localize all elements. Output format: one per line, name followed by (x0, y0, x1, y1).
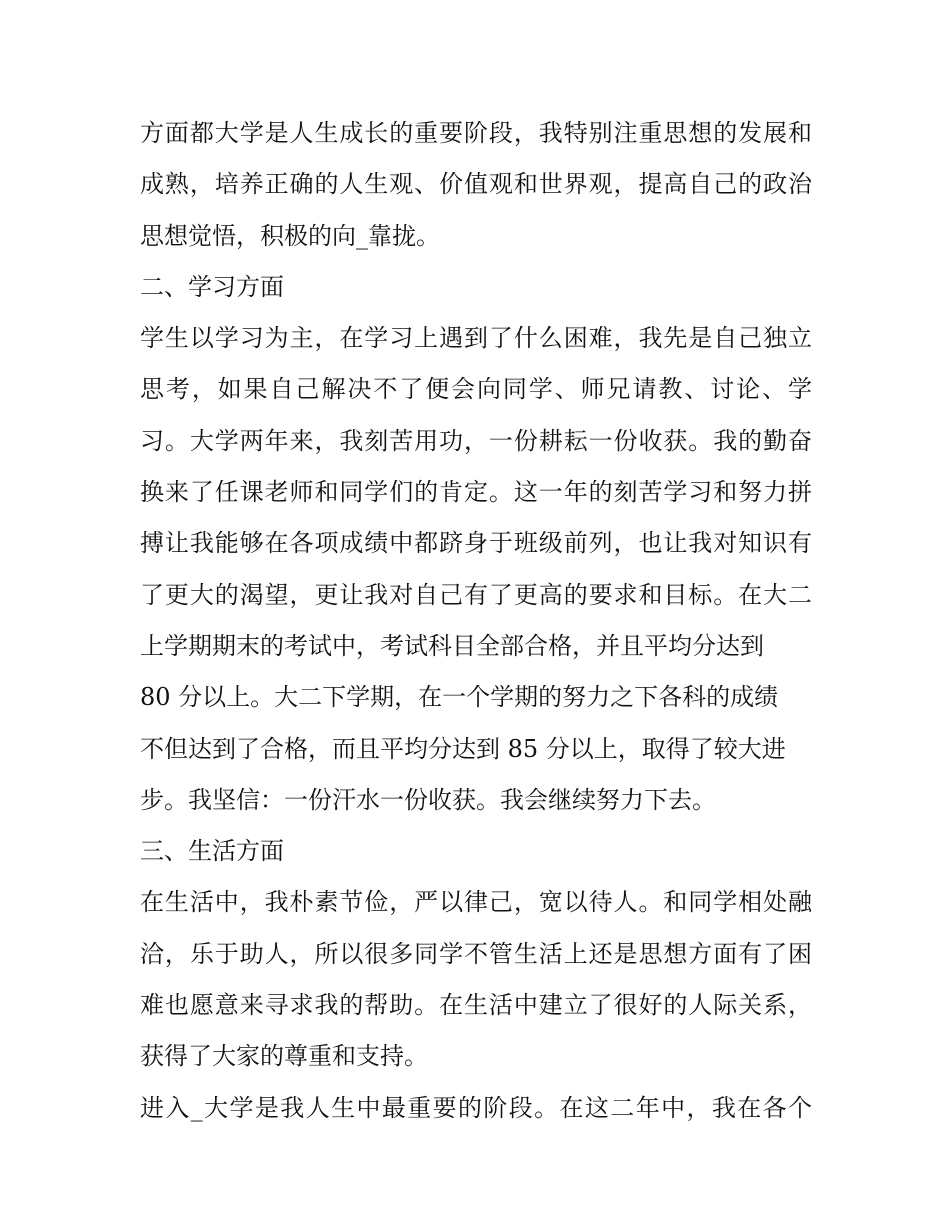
text-line: 思考，如果自己解决不了便会向同学、师兄请教、讨论、学 (140, 375, 812, 404)
section-heading-life: 三、生活方面 (140, 837, 284, 866)
text-line: 思想觉悟，积极的向_靠拢。 (140, 221, 440, 250)
text-line: 换来了任课老师和同学们的肯定。这一年的刻苦学习和努力拼 (140, 478, 812, 507)
text-line: 获得了大家的尊重和支持。 (140, 1042, 428, 1071)
text-line: 洽，乐于助人，所以很多同学不管生活上还是思想方面有了困 (140, 939, 812, 968)
text-line: 习。大学两年来，我刻苦用功，一份耕耘一份收获。我的勤奋 (140, 426, 812, 455)
text-line: 成熟，培养正确的人生观、价值观和世界观，提高自己的政治 (140, 170, 812, 199)
text-line: 不但达到了合格，而且平均分达到 85 分以上，取得了较大进 (140, 734, 786, 763)
text-line: 步。我坚信：一份汗水一份收获。我会继续努力下去。 (140, 785, 716, 814)
text-line: 上学期期末的考试中，考试科目全部合格，并且平均分达到 (140, 631, 764, 660)
text-line: 学生以学习为主，在学习上遇到了什么困难，我先是自己独立 (140, 324, 812, 353)
text-line: 进入_大学是我人生中最重要的阶段。在这二年中，我在各个 (140, 1093, 812, 1122)
text-line: 难也愿意来寻求我的帮助。在生活中建立了很好的人际关系， (140, 991, 812, 1020)
text-line: 了更大的渴望，更让我对自己有了更高的要求和目标。在大二 (140, 580, 812, 609)
text-line: 80 分以上。大二下学期，在一个学期的努力之下各科的成绩 (140, 683, 779, 712)
document-body (140, 108, 812, 1134)
section-heading-study: 二、学习方面 (140, 272, 284, 301)
text-line: 方面都大学是人生成长的重要阶段，我特别注重思想的发展和 (140, 119, 812, 147)
text-line: 在生活中，我朴素节俭，严以律己，宽以待人。和同学相处融 (140, 888, 812, 917)
text-line: 搏让我能够在各项成绩中都跻身于班级前列，也让我对知识有 (140, 529, 812, 558)
